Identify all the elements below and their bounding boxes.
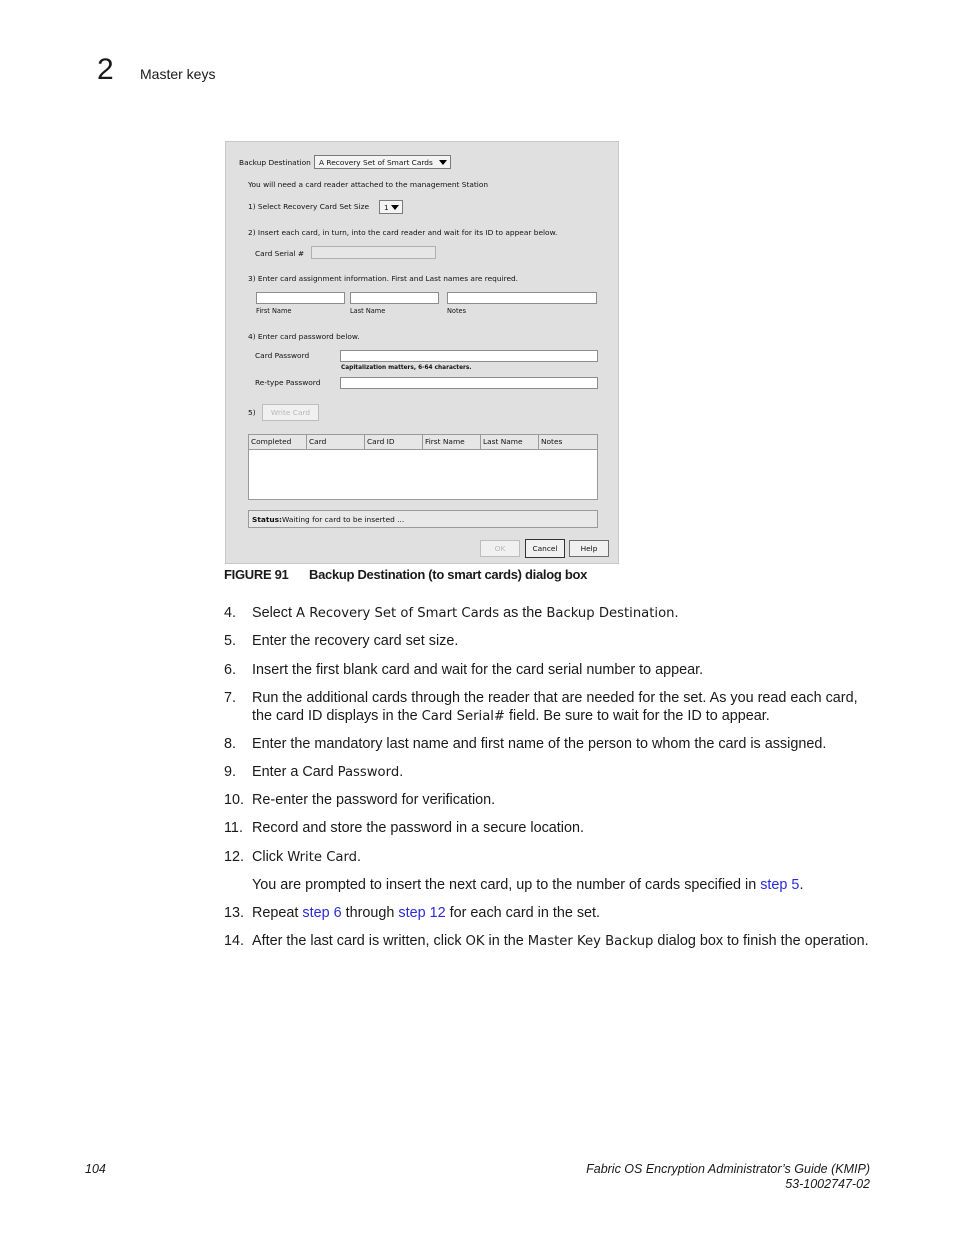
step-text: Run the additional cards through the reader that are needed for the set. As you read each card, the card ID displays in the Card Serial# field. Be sure to wait for the ID to appear. xyxy=(252,690,858,724)
write-card-button[interactable]: Write Card xyxy=(262,404,319,421)
retype-password-input[interactable] xyxy=(340,377,598,389)
card-password-input[interactable] xyxy=(340,350,598,362)
step-text: Enter the mandatory last name and first name of the person to whom the card is assigned. xyxy=(252,736,827,752)
page-number: 104 xyxy=(85,1162,106,1176)
step-number: 7. xyxy=(224,690,237,706)
step-text: Re-enter the password for verification. xyxy=(252,792,496,808)
column-card[interactable]: Card xyxy=(307,435,365,449)
ui-term: OK xyxy=(465,934,485,949)
step-number: 9. xyxy=(224,764,237,780)
backup-destination-select[interactable] xyxy=(314,155,451,169)
first-name-label: First Name xyxy=(256,307,292,315)
step-text: Select A Recovery Set of Smart Cards as the Backup Destination. xyxy=(252,605,679,621)
ui-term: Backup Destination xyxy=(546,606,675,621)
last-name-input[interactable] xyxy=(350,292,439,304)
doc-number: 53-1002747-02 xyxy=(785,1177,870,1191)
step-12-link[interactable]: step 12 xyxy=(398,905,446,921)
step-number: 5. xyxy=(224,633,237,649)
figure-caption-text: Backup Destination (to smart cards) dialog box xyxy=(309,567,588,582)
doc-title: Fabric OS Encryption Administrator’s Guide (KMIP) xyxy=(586,1162,870,1176)
ui-term: A Recovery Set of Smart Cards xyxy=(296,606,500,621)
chevron-down-icon xyxy=(391,205,399,210)
card-password-label: Card Password xyxy=(255,351,310,360)
step-number: 6. xyxy=(224,662,237,678)
backup-destination-label: Backup Destination xyxy=(239,158,311,167)
card-serial-field xyxy=(311,246,436,259)
status-text: Waiting for card to be inserted ... xyxy=(282,515,405,524)
column-card-id[interactable]: Card ID xyxy=(365,435,423,449)
step-number: 10. xyxy=(224,792,245,808)
step-text: Record and store the password in a secure location. xyxy=(252,820,584,836)
step-text: Repeat step 6 through step 12 for each card in the set. xyxy=(252,905,601,921)
step1-label: 1) Select Recovery Card Set Size xyxy=(248,202,369,211)
step-number: 4. xyxy=(224,605,237,621)
step3-label: 3) Enter card assignment information. First and Last names are required. xyxy=(248,274,519,283)
column-first-name[interactable]: First Name xyxy=(423,435,481,449)
retype-password-label: Re-type Password xyxy=(255,378,321,387)
help-button[interactable]: Help xyxy=(569,540,609,557)
step-6-link[interactable]: step 6 xyxy=(302,905,342,921)
notes-input[interactable] xyxy=(447,292,597,304)
step5-label: 5) xyxy=(248,408,256,417)
column-completed[interactable]: Completed xyxy=(249,435,307,449)
column-notes[interactable]: Notes xyxy=(541,437,563,446)
chevron-down-icon xyxy=(439,160,447,165)
status-label: Status: xyxy=(252,515,282,524)
cancel-button[interactable]: Cancel xyxy=(525,539,565,558)
ui-term: Master Key Backup xyxy=(527,934,654,949)
step-number: 12. xyxy=(224,849,245,865)
chapter-number: 2 xyxy=(97,53,114,86)
figure-label: FIGURE 91 xyxy=(224,567,289,582)
status-bar xyxy=(248,510,598,528)
ok-button[interactable]: OK xyxy=(480,540,520,557)
step-number: 14. xyxy=(224,933,245,949)
step-12-note: You are prompted to insert the next card, up to the number of cards specified in step 5. xyxy=(252,877,804,893)
card-set-size-value: 1 xyxy=(384,203,389,212)
card-set-size-select[interactable] xyxy=(379,200,403,214)
step-5-link[interactable]: step 5 xyxy=(760,877,800,893)
step4-label: 4) Enter card password below. xyxy=(248,332,360,341)
card-serial-label: Card Serial # xyxy=(255,249,305,258)
step-text: After the last card is written, click OK in the Master Key Backup dialog box to finish the operation. xyxy=(252,933,869,949)
step-number: 13. xyxy=(224,905,245,921)
step-text: Click Write Card. xyxy=(252,849,362,865)
ui-term: Write Card xyxy=(287,850,358,865)
password-hint: Capitalization matters, 6-64 characters. xyxy=(341,365,472,371)
chapter-title: Master keys xyxy=(140,66,216,82)
last-name-label: Last Name xyxy=(350,307,386,315)
step2-label: 2) Insert each card, in turn, into the card reader and wait for its ID to appear below. xyxy=(248,228,558,237)
step-text: Enter the recovery card set size. xyxy=(252,633,459,649)
backup-destination-dialog xyxy=(225,141,619,564)
column-last-name[interactable]: Last Name xyxy=(481,435,539,449)
step-number: 11. xyxy=(224,820,243,836)
notes-label: Notes xyxy=(447,307,467,315)
step-text: Insert the first blank card and wait for the card serial number to appear. xyxy=(252,662,704,678)
backup-destination-value: A Recovery Set of Smart Cards xyxy=(319,158,433,167)
ui-term: Card Serial# xyxy=(421,709,505,724)
step-text: Enter a Card Password. xyxy=(252,764,404,780)
ui-term: Password xyxy=(337,765,400,780)
reader-note: You will need a card reader attached to the management Station xyxy=(248,180,489,189)
first-name-input[interactable] xyxy=(256,292,345,304)
cards-table xyxy=(248,434,598,500)
step-number: 8. xyxy=(224,736,237,752)
cards-table-header xyxy=(249,435,597,450)
